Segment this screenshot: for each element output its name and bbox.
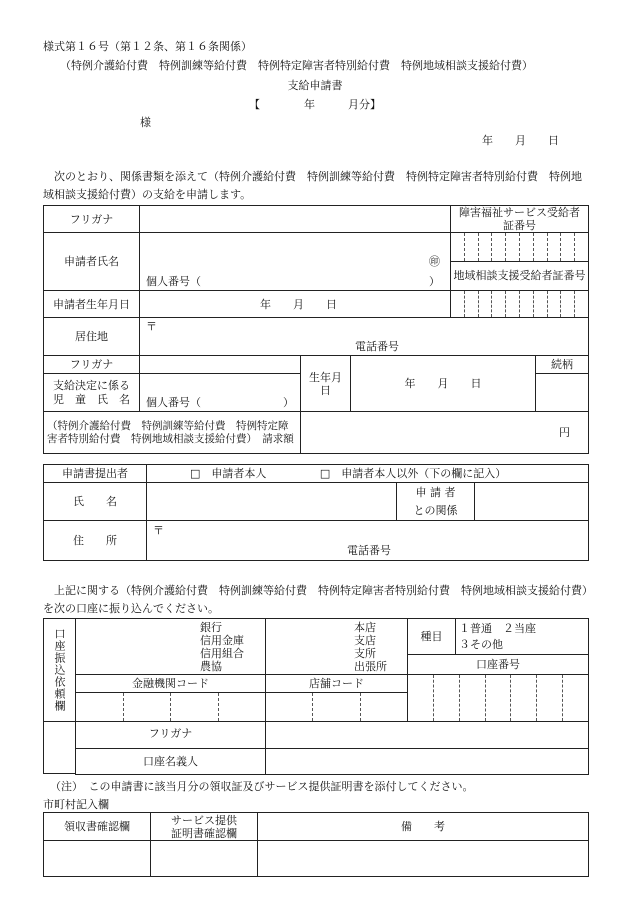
note-text: （注） この申請書に該当月分の領収証及びサービス提供証明書を添付してください。 [50,780,474,793]
child-birth-value: 年 月 日 [404,377,482,390]
submitter-relation-field[interactable] [475,483,589,521]
bank-side-label: 口座振込依頼欄 [44,619,76,722]
phone-label: 電話番号 [355,340,399,353]
service-check-field[interactable] [151,841,258,877]
claim-amount-label: （特例介護給付費 特例訓練等給付費 特例特定障害者特別給付費 特例地域相談支援給付費） 請求額 [44,412,301,454]
option-self-checkbox[interactable]: □ 申請者本人 [190,467,267,480]
child-my-number-close: ） [283,396,294,409]
my-number-close: ） [429,275,441,288]
furigana-label: フリガナ [44,206,140,233]
receipt-check-label: 領収書確認欄 [44,813,151,841]
remarks-field[interactable] [258,841,589,877]
bank-side-extension [43,720,75,774]
bank-type-field[interactable] [76,619,266,675]
option-other-checkbox[interactable]: □ 申請者本人以外（下の欄に記入） [319,467,507,480]
account-number-label: 口座番号 [408,655,589,675]
relation-field[interactable] [536,374,589,412]
submitter-postal-mark: 〒 [153,524,164,537]
claim-amount-field[interactable] [301,412,589,454]
receipt-check-field[interactable] [44,841,151,877]
birth-label: 申請者生年月日 [44,291,140,318]
relation-label: 続柄 [536,356,589,374]
service-cert-digits[interactable] [451,233,589,291]
form-subtitle: （特例介護給付費 特例訓練等給付費 特例特定障害者特別給付費 特例地域相談支援給付費） [60,59,533,72]
submitter-name-field[interactable] [147,483,397,521]
birth-field[interactable] [140,291,451,318]
birth-value: 年 月 日 [260,297,337,311]
child-furigana-field[interactable] [140,356,301,374]
address-field[interactable] [140,318,589,356]
child-birth-field[interactable] [351,356,536,412]
regional-cert-digits[interactable] [451,291,589,318]
bank-type-4: 農協 [200,659,222,673]
bank-code-digits[interactable] [76,693,266,722]
branch-code-digits[interactable] [266,693,408,722]
holder-furigana-label: フリガナ [76,720,266,748]
intro-text: 次のとおり、関係書類を添えて（特例介護給付費 特例訓練等給付費 特例特定障害者特別給付費 特例地域相談支援給付費）の支給を申請します。 [43,170,582,201]
branch-type-3: 支所 [354,646,376,660]
holder-label: 口座名義人 [76,748,266,774]
branch-code-label: 店舗コード [266,675,408,693]
holder-field[interactable] [266,748,589,774]
applicant-name-field[interactable] [140,233,451,291]
month-line: 【 年 月分】 [249,98,381,111]
submitter-table [43,464,589,561]
submitter-name-label: 氏 名 [44,483,147,521]
submitter-label: 申請書提出者 [44,465,147,483]
child-my-number-label: 個人番号（ [146,396,201,409]
kind-options[interactable]: １普通 ２当座 ３その他 [456,619,589,655]
service-cert-label: 障害福祉サービス受給者証番号 [451,206,589,233]
application-date: 年 月 日 [482,134,559,147]
child-furigana-label: フリガナ [44,356,140,374]
regional-cert-label: 地域相談支援受給者証番号 [453,269,586,282]
child-name-label: 支給決定に係る 児 童 氏 名 [44,374,140,412]
branch-type-2: 支店 [354,633,376,647]
furigana-field[interactable] [140,206,451,233]
applicant-name-label: 申請者氏名 [44,233,140,291]
submitter-address-field[interactable] [147,521,589,561]
child-name-field[interactable] [140,374,301,412]
municipal-table [43,812,589,877]
bank-code-label: 金融機関コード [76,675,266,693]
account-number-digits[interactable] [408,675,589,722]
submitter-relation-label: 申 請 者 との関係 [397,483,475,521]
postal-mark: 〒 [146,320,157,333]
branch-type-1: 本店 [354,620,376,634]
seal-mark: ㊞ [429,255,441,268]
page-title: 支給申請書 [287,79,343,92]
bank-type-3: 信用組合 [200,646,244,660]
submitter-options [147,465,589,483]
bank-type-2: 信用金庫 [200,633,244,647]
kind-label: 種目 [408,619,456,655]
service-check-label: サービス提供 証明書確認欄 [151,813,258,841]
remarks-label: 備 考 [258,813,589,841]
address-label: 居住地 [44,318,140,356]
holder-furigana-field[interactable] [266,720,589,748]
bank-table [43,618,589,722]
submitter-address-label: 住 所 [44,521,147,561]
branch-type-4: 出張所 [354,659,387,673]
form-number: 様式第１６号（第１２条、第１６条関係） [43,40,252,53]
transfer-text: 上記に関する（特例介護給付費 特例訓練等給付費 特例特定障害者特別給付費 特例地域相談支援給付費）を次の口座に振り込んでください。 [43,584,588,615]
my-number-label: 個人番号（ [146,275,201,288]
branch-type-field[interactable] [266,619,408,675]
account-holder-table [75,720,589,775]
municipal-title: 市町村記入欄 [43,798,109,811]
bank-type-1: 銀行 [200,620,222,634]
child-birth-label: 生年月日 [301,356,351,412]
submitter-phone-label: 電話番号 [347,544,391,557]
addressee: 様 [140,116,151,129]
applicant-table [43,205,589,454]
yen-unit: 円 [559,426,571,439]
